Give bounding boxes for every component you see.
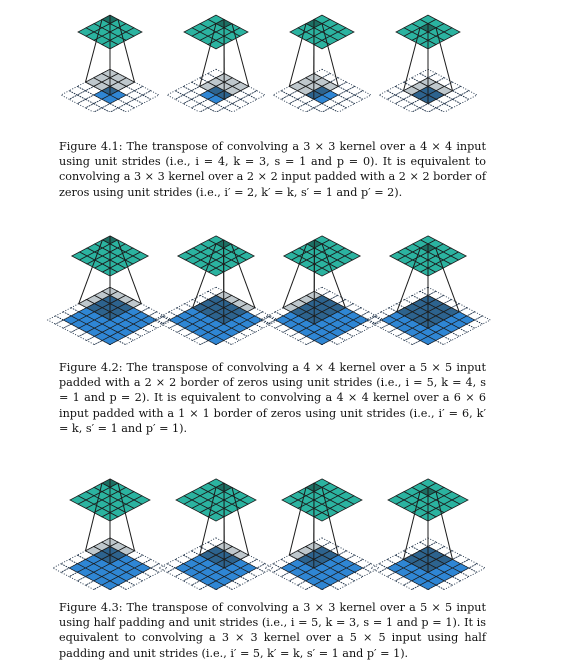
padding-cell — [53, 564, 69, 573]
figure-4-1-caption — [59, 139, 486, 200]
padding-cell — [126, 99, 142, 108]
padding-cell — [404, 104, 420, 112]
padding-cell — [69, 86, 85, 95]
padding-cell — [77, 91, 93, 100]
padding-cell — [461, 91, 477, 100]
padding-cell — [135, 95, 151, 104]
padding-cell — [453, 95, 469, 104]
padding-cell — [314, 590, 330, 591]
padding-cell — [126, 91, 142, 100]
figure-4-3-diagram — [0, 470, 565, 590]
figure-4-3-caption — [59, 600, 486, 661]
figure-4-2 — [0, 225, 565, 445]
padding-cell — [436, 104, 452, 112]
figure-4-1 — [0, 0, 565, 210]
figure-4-1-label: Figure 4.1: — [59, 140, 123, 153]
padding-cell — [314, 104, 330, 112]
figure-4-2-label: Figure 4.2: — [59, 361, 123, 374]
padding-cell — [338, 99, 354, 108]
figure-4-3-label: Figure 4.3: — [59, 601, 123, 614]
padding-cell — [387, 95, 403, 104]
padding-cell — [347, 86, 363, 95]
padding-cell — [183, 82, 199, 91]
figure-4-2-text: The transpose of convolving a 4 × 4 kernel over a 5 × 5 input padded with a 2 × 2 border of zeros using unit strides (i.e., i = 5, k = 4, s = 1 and p = 2). It is equivalent to convolving a 4 × 4 kernel over a 6 × 6 input padded with a 1 × 1 border of zeros using unit strides (i.e., i′ = 6, k′ = k, s′ = 1 and p′ = 1). — [59, 361, 487, 435]
padding-cell — [208, 104, 224, 112]
panel-1-2 — [167, 15, 265, 112]
panel-1-1 — [61, 15, 159, 112]
padding-cell — [347, 95, 363, 104]
padding-cell — [224, 104, 240, 112]
padding-cell — [387, 86, 403, 95]
padding-cell — [379, 91, 395, 100]
padding-cell — [453, 86, 469, 95]
padding-cell — [48, 316, 64, 324]
figure-4-3 — [0, 470, 565, 663]
panel-2-2 — [154, 236, 279, 345]
figure-4-1-text: The transpose of convolving a 3 × 3 kernel over a 4 × 4 input using unit strides (i.e., i = 4, k = 3, s = 1 and p = 0). It is equivalent to convolving a 3 × 3 kernel over a 2 × 2 input padded with a 2 × 2 border of zeros using unit strides (i.e., i′ = 2, k′ = k, s′ = 1 and p′ = 2). — [59, 140, 487, 199]
padding-cell — [444, 99, 460, 108]
panel-3-4 — [371, 479, 485, 590]
padding-cell — [355, 91, 371, 100]
padding-cell — [395, 99, 411, 108]
padding-cell — [420, 104, 436, 112]
padding-cell — [281, 95, 297, 104]
padding-cell — [167, 91, 183, 100]
panel-2-3 — [260, 236, 385, 345]
padding-cell — [289, 99, 305, 108]
panel-2-4 — [366, 236, 491, 345]
padding-cell — [192, 104, 208, 112]
panel-2-1 — [48, 236, 173, 345]
panel-1-4 — [379, 15, 477, 112]
padding-cell — [183, 91, 199, 100]
figure-4-2-diagram — [0, 225, 565, 345]
padding-cell — [330, 104, 346, 112]
figure-4-2-caption — [59, 360, 486, 436]
panel-3-3 — [265, 479, 379, 590]
padding-cell — [175, 95, 191, 104]
padding-cell — [102, 104, 118, 112]
figure-4-3-text: The transpose of convolving a 3 × 3 kernel over a 5 × 5 input using half padding and unit strides (i.e., i = 5, k = 3, s = 1 and p = 1). It is equivalent to convolving a 3 × 3 kernel over a 5 × 5 input using half padding and unit strides (i.e., i′ = 5, k′ = k, s′ = 1 and p′ = 1). — [59, 601, 487, 660]
panel-3-2 — [159, 479, 273, 590]
padding-cell — [338, 82, 354, 91]
padding-cell — [469, 564, 485, 573]
panel-1-3 — [273, 15, 371, 112]
padding-cell — [475, 316, 491, 324]
padding-cell — [420, 590, 436, 591]
padding-cell — [135, 86, 151, 95]
padding-cell — [77, 99, 93, 108]
panel-3-1 — [53, 479, 167, 590]
padding-cell — [175, 86, 191, 95]
padding-cell — [273, 91, 289, 100]
padding-cell — [86, 104, 102, 112]
padding-cell — [118, 104, 134, 112]
padding-cell — [61, 91, 77, 100]
padding-cell — [338, 91, 354, 100]
padding-cell — [298, 104, 314, 112]
padding-cell — [143, 91, 159, 100]
padding-cell — [208, 590, 224, 591]
padding-cell — [249, 91, 265, 100]
padding-cell — [69, 95, 85, 104]
padding-cell — [232, 99, 248, 108]
padding-cell — [241, 95, 257, 104]
padding-cell — [102, 590, 118, 591]
padding-cell — [183, 99, 199, 108]
figure-4-1-diagram — [0, 0, 565, 112]
